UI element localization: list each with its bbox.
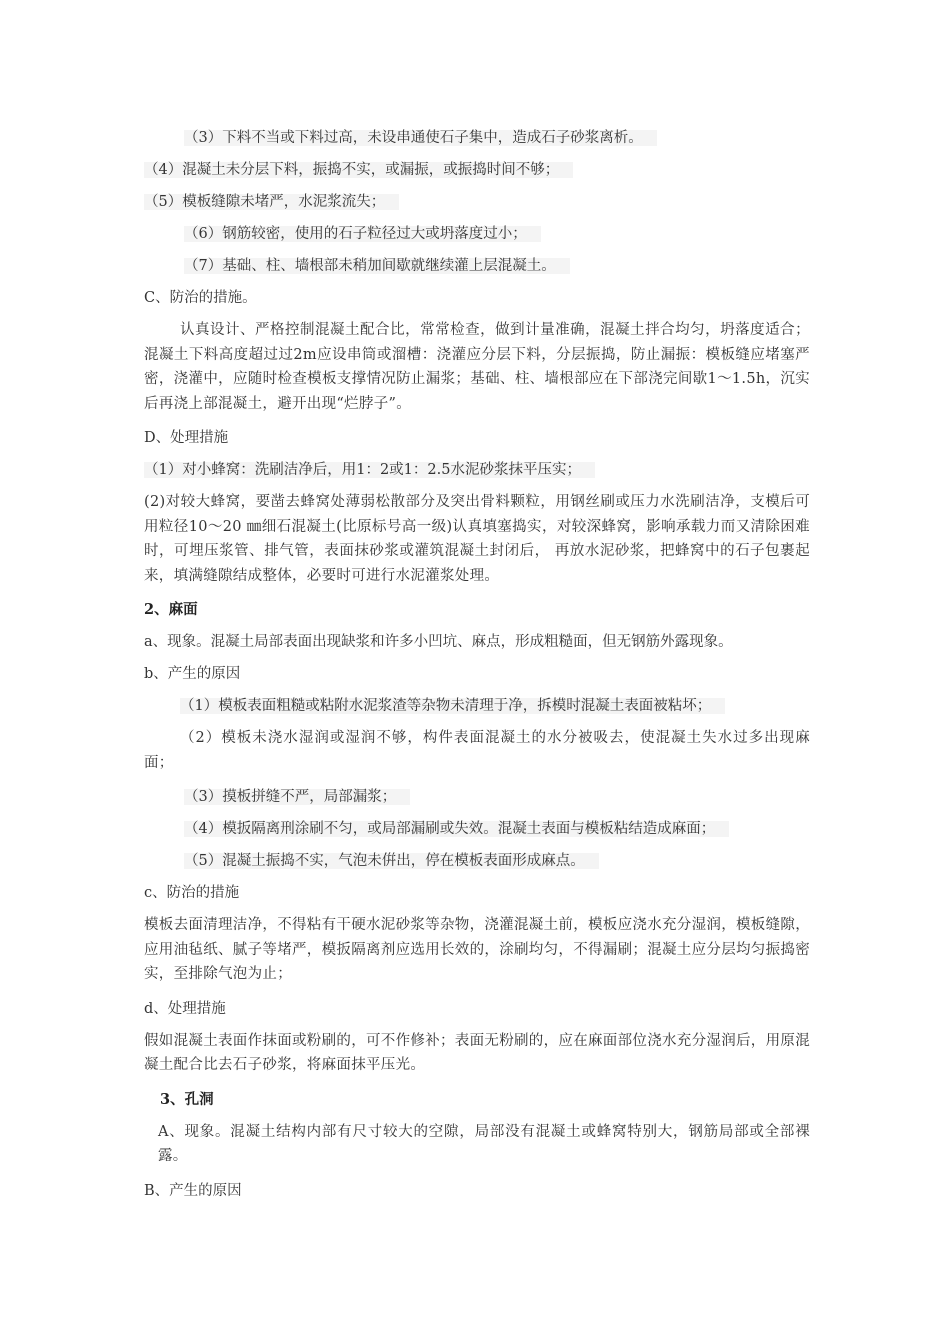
section-3-heading: 3、孔洞 xyxy=(160,1090,214,1108)
text-span: （4）混凝土未分层下料，振捣不实，或漏振，或振捣时间不够； xyxy=(144,162,573,178)
section-d-paragraph: (2)对较大蜂窝，要凿去蜂窝处薄弱松散部分及突出骨料颗粒，用钢丝刷或压力水洗刷洁净，支模后可用粒径10～20 ㎜细石混凝土(比原标号高一级)认真填塞捣实，对较深蜂窝，影响承载力而又清除困难时，可埋压浆管、排气管，表面抹砂浆或灌筑混凝土封闭后， 再放水泥砂浆，把蜂窝中的石子包裹起来，填满缝隙结成整体，必要时可进行水泥灌浆处理。 xyxy=(144,494,810,584)
text-line xyxy=(144,690,810,722)
section-3-b: B、产生的原因 xyxy=(144,1182,242,1199)
text-line xyxy=(144,154,810,186)
text-span: （5）混凝土振捣不实，气泡未倂出，停在模板表面形成麻点。 xyxy=(184,853,599,869)
text-span: （1）模板表面粗糙或粘附水泥浆渣等杂物未清理于净，拆模时混凝土表面被粘坏； xyxy=(180,698,725,714)
text-line xyxy=(144,845,810,877)
section-2-c-paragraph: 模板去面清理洁净，不得粘有干硬水泥砂浆等杂物，浇灌混凝土前，模板应浇水充分湿润，模板缝隙，应用油毡纸、腻子等堵严，模扳隔离剂应选用长效的，涂刷均匀，不得漏刷；混凝土应分层均匀振捣密实，至排除气泡为止； xyxy=(144,917,810,982)
section-2-b2: （2）模板未浇水湿润或湿润不够，构件表面混凝土的水分被吸去，使混凝土失水过多出现麻面； xyxy=(144,730,810,771)
section-2-c: c、防治的措施 xyxy=(144,885,240,901)
section-2-d: d、处理措施 xyxy=(144,1000,226,1017)
section-2-heading: 2、麻面 xyxy=(144,601,198,618)
text-line xyxy=(144,250,810,282)
text-line xyxy=(144,781,810,813)
section-2-d-paragraph: 假如混凝土表面作抹面或粉刷的，可不作修补；表面无粉刷的，应在麻面部位浇水充分湿润后，用原混凝土配合比去石子砂浆，将麻面抹平压光。 xyxy=(144,1032,810,1073)
section-2-b: b、产生的原因 xyxy=(144,666,241,682)
text-line xyxy=(144,186,810,218)
section-2-a: a、现象。混凝土局部表面出现缺浆和许多小凹坑、麻点，形成粗糙面，但无钢筋外露现象。 xyxy=(144,634,733,650)
text-line xyxy=(144,454,810,486)
text-line xyxy=(144,122,810,154)
text-span: （3）摸板拼缝不严，局部漏浆； xyxy=(184,789,410,805)
text-line xyxy=(144,813,810,845)
text-span: （4）模扳隔离刑涂刷不匀，或局部漏刷或失效。混凝土表面与模板粘结造成麻面； xyxy=(184,821,729,837)
text-span: （5）模板缝隙未堵严，水泥浆流失； xyxy=(144,194,399,210)
text-span: （1）对小蜂窝：洗刷洁净后，用1：2或1：2.5水泥砂浆抹平压实； xyxy=(144,462,595,478)
text-span: （6）钢筋较密，使用的石子粒径过大或坍落度过小； xyxy=(184,226,541,242)
section-d-heading: D、处理措施 xyxy=(144,430,229,446)
text-line xyxy=(144,218,810,250)
section-c-paragraph: 认真设计、严格控制混凝土配合比，常常检查，做到计量准确，混凝土拌合均匀，坍落度适合；混凝土下料高度超过过2m应设串筒或溜槽：浇灌应分层下料，分层振捣，防止漏振：模板缝应堵塞严密，浇灌中，应随时检查模板支撑情况防止漏浆；基础、柱、墙根部应在下部浇完间歇1～1.5h，沉实后再浇上部混凝土，避开出现“烂脖子”。 xyxy=(144,322,810,412)
document-page xyxy=(144,122,810,1207)
text-span: （7）基础、柱、墙根部未稍加间歇就继续灌上层混凝土。 xyxy=(184,258,570,274)
text-span: （3）下料不当或下料过高，未设串通使石子集中，造成石子砂浆离析。 xyxy=(184,130,657,146)
section-c-heading: C、防治的措施。 xyxy=(144,290,257,306)
section-3-a: A、现象。混凝土结构内部有尺寸较大的空隙，局部没有混凝土或蜂窝特别大，钢筋局部或全部裸露。 xyxy=(158,1123,810,1164)
